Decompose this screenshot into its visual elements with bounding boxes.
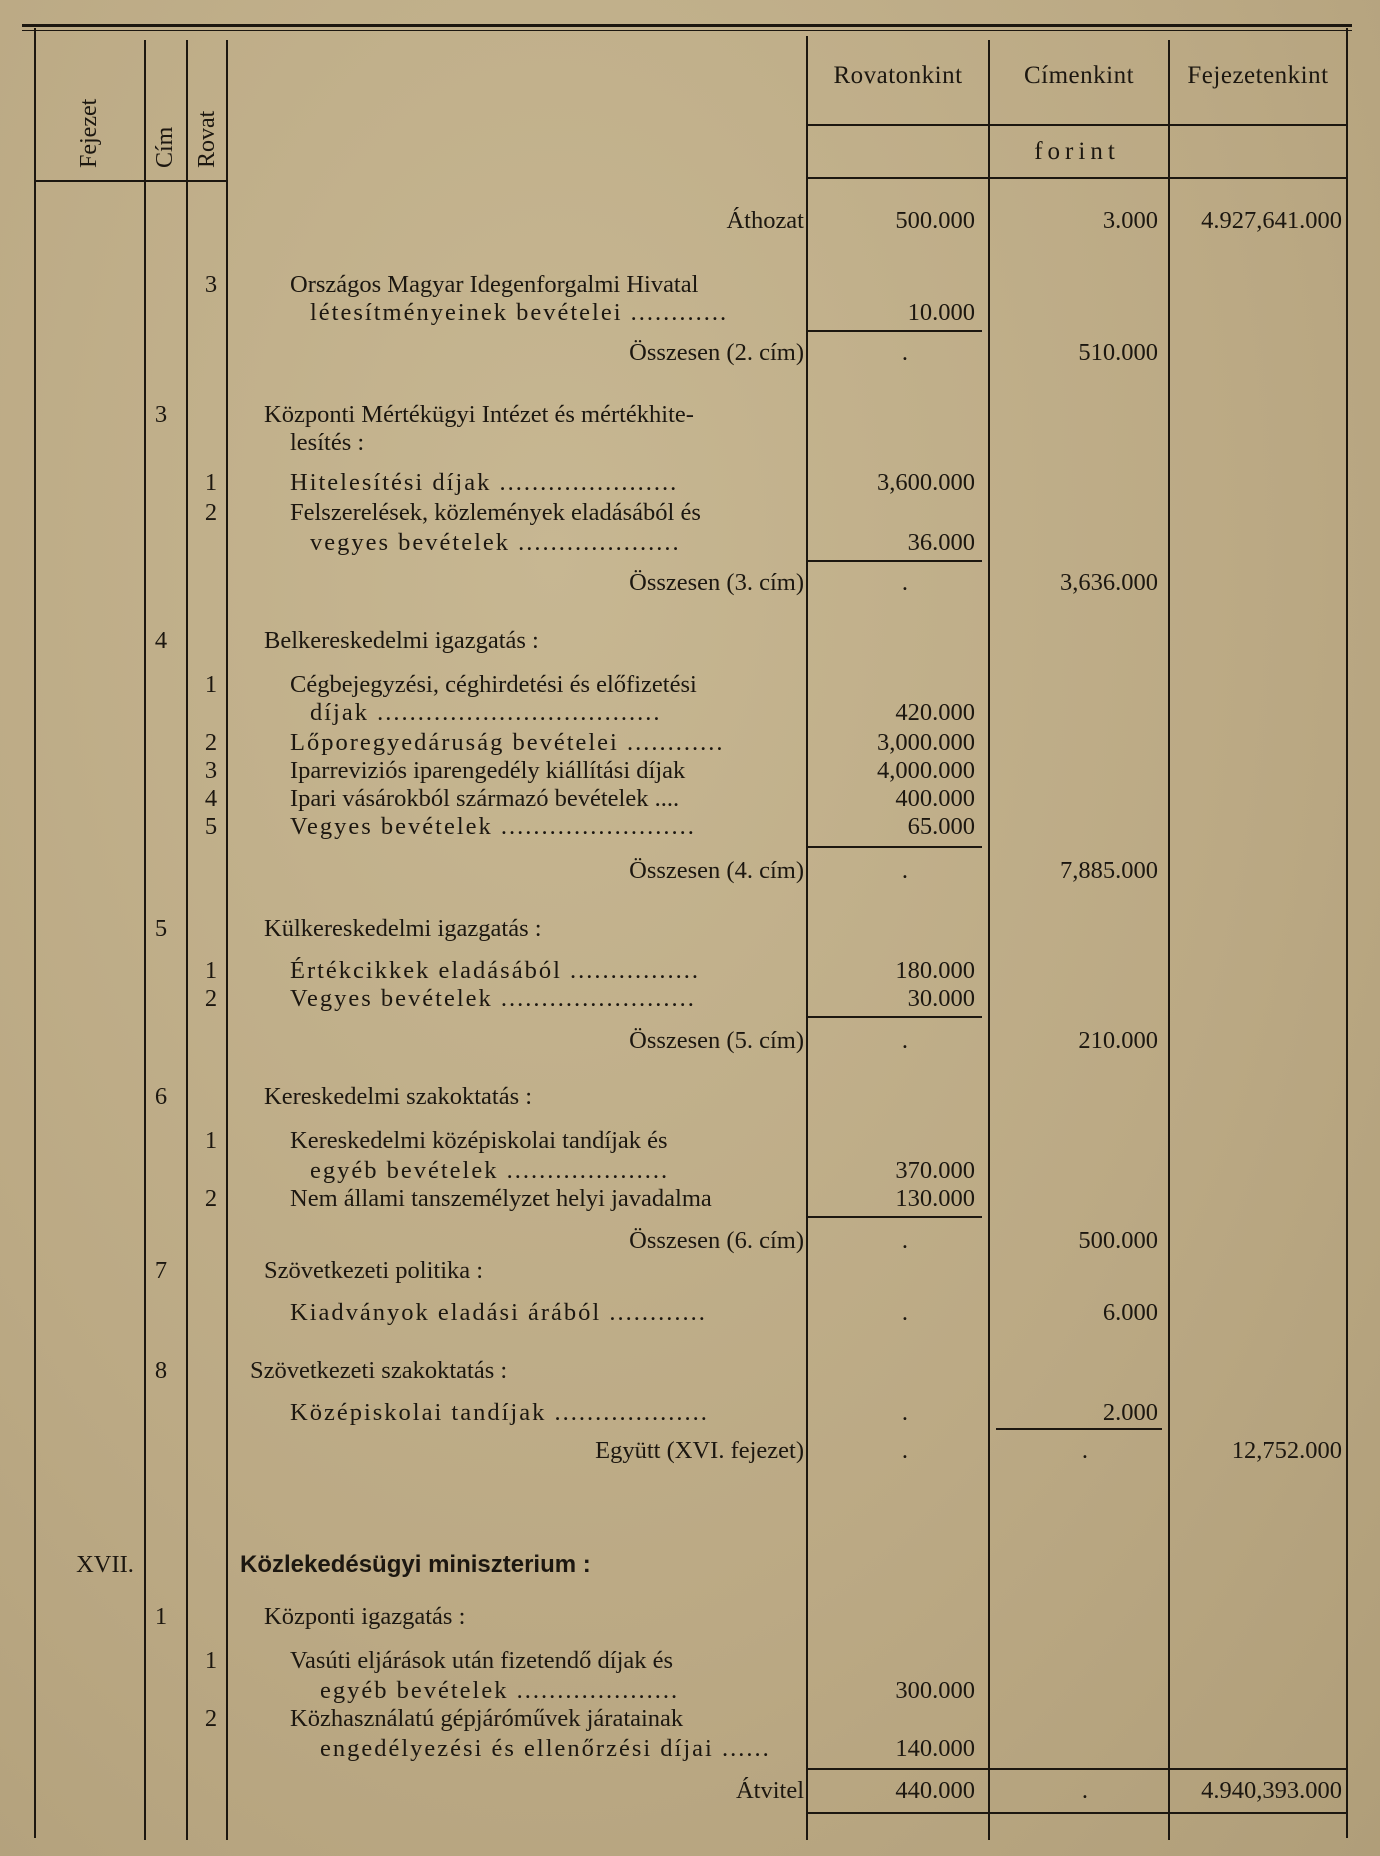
osszesen-rovatonkint: . (901, 857, 908, 884)
egyutt-cimenkint: . (1081, 1437, 1088, 1464)
item-text: Felszerelések, közlemények eladásából és (290, 499, 701, 526)
egyutt-label: Együtt (XVI. fejezet) (595, 1437, 804, 1464)
athozat-fejezetenkint: 4.927,641.000 (1201, 207, 1342, 234)
subtotal-rule (996, 1428, 1162, 1430)
row-osszesen-3 (0, 568, 1380, 598)
osszesen-rovatonkint: . (901, 569, 908, 596)
title-text: Külkereskedelmi igazgatás : (264, 915, 542, 942)
row-egyutt (0, 1436, 1380, 1466)
carry-rule (808, 1768, 1346, 1770)
header-unit: forint (1034, 138, 1120, 165)
row-osszesen-4 (0, 856, 1380, 886)
item-text: Hitelesítési díjak ...................... (290, 469, 679, 496)
row-cim3-r2a (0, 498, 1380, 528)
row-cim4-r1a (0, 670, 1380, 700)
rovat-number: 3 (204, 757, 218, 784)
athozat-cimenkint: 3.000 (1102, 207, 1158, 234)
fejezet-number: XVII. (76, 1551, 134, 1578)
item-rovatonkint: . (901, 1299, 908, 1326)
row-cim6-r1b (0, 1156, 1380, 1186)
item-rovatonkint: . (901, 1399, 908, 1426)
item-text: Vegyes bevételek ........................ (290, 813, 696, 840)
top-border-thin (22, 30, 1352, 31)
row-osszesen-6 (0, 1226, 1380, 1256)
row-cim5 (0, 914, 1380, 944)
item-rovatonkint: 4,000.000 (877, 757, 975, 784)
subtotal-rule (808, 1016, 982, 1018)
row-cim4 (0, 626, 1380, 656)
title-text: Kereskedelmi szakoktatás : (264, 1083, 533, 1110)
top-border (22, 24, 1352, 27)
row-cim3-r2b (0, 528, 1380, 558)
row-cim6-r2 (0, 1184, 1380, 1214)
header-cim: Cím (152, 126, 178, 168)
row-athozat (0, 206, 1380, 236)
subtotal-rule (808, 560, 982, 562)
title-text: Szövetkezeti politika : (264, 1257, 484, 1284)
item-text: díjak ................................... (310, 699, 662, 726)
cim-number: 3 (154, 401, 168, 428)
item-text: egyéb bevételek .................... (320, 1677, 680, 1704)
osszesen-cimenkint: 510.000 (1078, 339, 1158, 366)
atvitel-rovatonkint: 440.000 (895, 1777, 975, 1804)
item-text: engedélyezési és ellenőrzési díjai ...... (320, 1735, 771, 1762)
cim-number: 8 (154, 1357, 168, 1384)
item-rovatonkint: 3,000.000 (877, 729, 975, 756)
row-cim3-b (0, 428, 1380, 458)
row-cim3-r1 (0, 468, 1380, 498)
row-cim4-r2 (0, 728, 1380, 758)
item-text: Nem állami tanszemélyzet helyi javadalma (290, 1185, 712, 1212)
cim-number: 6 (154, 1083, 168, 1110)
row-cim8-item (0, 1398, 1380, 1428)
item-rovatonkint: 3,600.000 (877, 469, 975, 496)
item-rovatonkint: 30.000 (907, 985, 975, 1012)
title-text: Központi igazgatás : (264, 1603, 466, 1630)
item-text: Középiskolai tandíjak ................... (290, 1399, 709, 1426)
atvitel-fejezetenkint: 4.940,393.000 (1201, 1777, 1342, 1804)
row-cim8 (0, 1356, 1380, 1386)
row-cim4-r4 (0, 784, 1380, 814)
subtotal-rule (808, 846, 982, 848)
item-text: Iparreviziós iparengedély kiállítási díjak (290, 757, 686, 784)
osszesen-label: Összesen (5. cím) (629, 1027, 804, 1054)
subtotal-rule (808, 1216, 982, 1218)
row-f17-r1b (0, 1676, 1380, 1706)
item-rovatonkint: 400.000 (895, 785, 975, 812)
rovat-number: 2 (204, 1185, 218, 1212)
item-rovatonkint: 36.000 (907, 529, 975, 556)
cim-number: 5 (154, 915, 168, 942)
cim-number: 7 (154, 1257, 168, 1284)
row-cim5-r1 (0, 956, 1380, 986)
osszesen-cimenkint: 7,885.000 (1060, 857, 1158, 884)
header-fejezetenkint: Fejezetenkint (1187, 62, 1329, 89)
item-text: létesítményeinek bevételei ............ (310, 299, 729, 326)
atvitel-label: Átvitel (735, 1777, 804, 1804)
osszesen-cimenkint: 500.000 (1078, 1227, 1158, 1254)
header-cimenkint: Címenkint (1023, 62, 1135, 89)
header-rovatonkint: Rovatonkint (833, 62, 963, 89)
title-text: Belkereskedelmi igazgatás : (264, 627, 539, 654)
subtotal-rule (808, 330, 982, 332)
row-cim4-r3 (0, 756, 1380, 786)
chapter-title: Közlekedésügyi miniszterium : (240, 1551, 591, 1578)
atvitel-cimenkint: . (1081, 1777, 1088, 1804)
row-cim7 (0, 1256, 1380, 1286)
item-text: Ipari vásárokból származó bevételek .... (290, 785, 680, 812)
title-text: Szövetkezeti szakoktatás : (250, 1357, 508, 1384)
header-rule-left (36, 180, 226, 182)
header-rule-mid (806, 124, 1348, 126)
row-osszesen-2 (0, 338, 1380, 368)
row-cim6-r1a (0, 1126, 1380, 1156)
row-idegen-a (0, 270, 1380, 300)
row-cim4-r1b (0, 698, 1380, 728)
item-text: Értékcikkek eladásából ................ (290, 957, 701, 984)
item-rovatonkint: 65.000 (907, 813, 975, 840)
row-cim5-r2 (0, 984, 1380, 1014)
item-rovatonkint: 130.000 (895, 1185, 975, 1212)
osszesen-rovatonkint: . (901, 1027, 908, 1054)
item-rovatonkint: 420.000 (895, 699, 975, 726)
item-rovatonkint: 180.000 (895, 957, 975, 984)
rovat-number: 1 (204, 1127, 218, 1154)
item-text: Cégbejegyzési, céghirdetési és előfizetési (290, 671, 697, 698)
egyutt-fejezetenkint: 12,752.000 (1231, 1437, 1342, 1464)
egyutt-rovatonkint: . (901, 1437, 908, 1464)
row-fejezet-17 (0, 1550, 1380, 1580)
osszesen-label: Összesen (3. cím) (629, 569, 804, 596)
rovat-number: 2 (204, 499, 218, 526)
item-rovatonkint: 140.000 (895, 1735, 975, 1762)
rovat-number: 1 (204, 671, 218, 698)
osszesen-label: Összesen (6. cím) (629, 1227, 804, 1254)
row-f17-r2b (0, 1734, 1380, 1764)
row-f17-cim1 (0, 1602, 1380, 1632)
osszesen-cimenkint: 3,636.000 (1060, 569, 1158, 596)
item-text: egyéb bevételek .................... (310, 1157, 670, 1184)
item-cimenkint: 2.000 (1102, 1399, 1158, 1426)
item-text: Vasúti eljárások után fizetendő díjak és (290, 1647, 674, 1674)
rovat-number: 4 (204, 785, 218, 812)
item-text: Közhasználatú gépjáróművek járatainak (290, 1705, 684, 1732)
rovat-number: 3 (204, 271, 218, 298)
header-rovat: Rovat (194, 110, 220, 168)
item-text: Országos Magyar Idegenforgalmi Hivatal (290, 271, 699, 298)
row-atvitel (0, 1776, 1380, 1806)
row-cim3-a (0, 400, 1380, 430)
item-text: Lőporegyedáruság bevételei ............ (290, 729, 725, 756)
item-text: Vegyes bevételek ........................ (290, 985, 696, 1012)
title-text: lesítés : (290, 429, 365, 456)
row-f17-r2a (0, 1704, 1380, 1734)
header-fejezet: Fejezet (76, 98, 102, 168)
athozat-label: Áthozat (726, 207, 804, 234)
item-rovatonkint: 10.000 (907, 299, 975, 326)
osszesen-label: Összesen (4. cím) (629, 857, 804, 884)
rovat-number: 1 (204, 1647, 218, 1674)
rovat-number: 1 (204, 957, 218, 984)
rovat-number: 5 (204, 813, 218, 840)
cim-number: 1 (154, 1603, 168, 1630)
rovat-number: 2 (204, 729, 218, 756)
header-rule-bottom (806, 177, 1348, 179)
athozat-rovatonkint: 500.000 (895, 207, 975, 234)
cim-number: 4 (154, 627, 168, 654)
rovat-number: 1 (204, 469, 218, 496)
rovat-number: 2 (204, 1705, 218, 1732)
item-cimenkint: 6.000 (1102, 1299, 1158, 1326)
osszesen-cimenkint: 210.000 (1078, 1027, 1158, 1054)
item-text: vegyes bevételek .................... (310, 529, 681, 556)
item-text: Kiadványok eladási árából ............ (290, 1299, 707, 1326)
row-osszesen-5 (0, 1026, 1380, 1056)
row-idegen-b (0, 298, 1380, 328)
row-cim7-item (0, 1298, 1380, 1328)
osszesen-label: Összesen (2. cím) (629, 339, 804, 366)
osszesen-rovatonkint: . (901, 339, 908, 366)
row-cim6 (0, 1082, 1380, 1112)
title-text: Központi Mértékügyi Intézet és mértékhite- (264, 401, 694, 428)
carry-rule-bottom (808, 1812, 1346, 1814)
item-rovatonkint: 300.000 (895, 1677, 975, 1704)
item-text: Kereskedelmi középiskolai tandíjak és (290, 1127, 668, 1154)
osszesen-rovatonkint: . (901, 1227, 908, 1254)
row-cim4-r5 (0, 812, 1380, 842)
item-rovatonkint: 370.000 (895, 1157, 975, 1184)
rovat-number: 2 (204, 985, 218, 1012)
row-f17-r1a (0, 1646, 1380, 1676)
